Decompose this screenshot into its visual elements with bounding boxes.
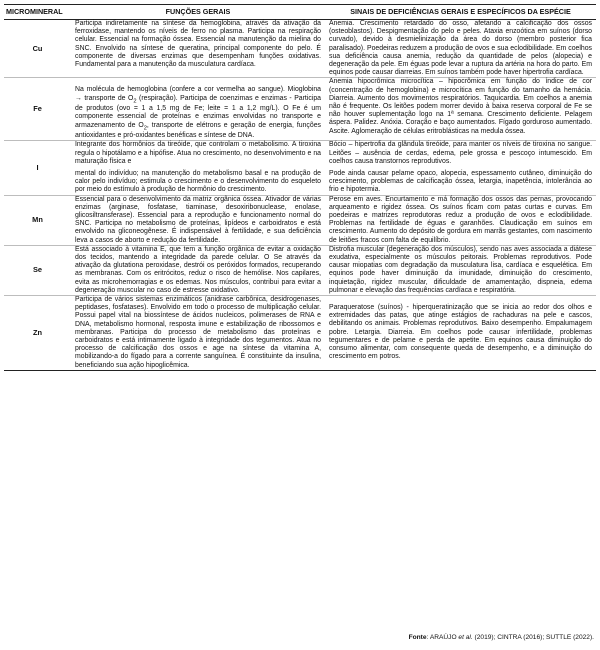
mineral-se: Se [4, 245, 71, 295]
deficiency-cu: Anemia. Crescimento retardado do osso, afetando a calcificação dos ossos (osteoblastos). Despigmentação do pelo e peles. Ataxia enzoótica em suínos (dorso curvado), devido à desmielinização da área do dorso (membro posterior fica paralisado). Poedeiras reduzem a produção de ovos e sua eclodibilidade. Em coelhos sua deficiência causa anemia, redução da quantidade de pelos (alopecia) e degeneração da pele. Em éguas pode levar a ruptura da artéria na hora do parto. Em equinos pode causar diarreias. Em suínos também pode haver hipertrofia cardíaca. [325, 20, 596, 78]
table-row-se [4, 245, 596, 295]
functions-zn: Participa de vários sistemas enzimáticos (anidrase carbônica, desidrogenases, peptidases, fosfatases). Envolvido em todo o processo de multiplicação celular. Possui papel vital na biossíntese de ácidos nucleicos, polimerases de RNA e DNA, metabolismo hormonal, resposta imune e estabilização de ribossomos e membranas. Participa do processo de metabolismo das proteínas e carboidratos e está intimamente ligado à integridade dos tegumentos. Atua no processo de calcificação dos ossos e age na síntese da vitamina A, mobilizando-a do fígado para a corrente sanguínea. É constituinte da insulina, beneficiando sua ação hipoglicêmica. [71, 296, 325, 371]
header-mineral: MICROMINERAL [4, 5, 71, 20]
functions-fe-sub-2: 2 [143, 124, 147, 131]
functions-cu: Participa indiretamente na síntese da hemoglobina, através da ativação da ferroxidase, mantendo os níveis de ferro no plasma. Participa na respiração celular. Essencial na formação óssea. Essencial na manutenção da mielina do SNC. Envolvido na síntese de queratina, principal componente do pelo. É componente de diversas enzimas que desempenham funções oxidativas. Fundamental para a manutenção da musculatura cardíaca. [71, 20, 325, 78]
deficiency-i-part-b: Pode ainda causar pelame opaco, alopecia, espessamento cutâneo, diminuição do crescimento, problemas de calcificação óssea, letargia, inapetência, intolerância ao frio e hipotermia. [329, 170, 592, 194]
mineral-mn: Mn [4, 195, 71, 245]
functions-i [71, 141, 325, 195]
source-separator: : [426, 634, 430, 641]
functions-fe-sub-1: 2 [133, 98, 137, 104]
source-citation [409, 634, 594, 641]
functions-fe-part-c: , transporte de elétrons e geração de energia, funções antioxidantes e pró-oxidantes benéficas e síntese de DNA. [75, 121, 321, 140]
functions-fe-part-b: (respiração). Participa de coenzimas e enzimas - Participa de produtos (ovo = 1 a 1,5 mg de Fe; leite = 1 a 1,2 mg/L). O Fe é um componente essencial de proteínas e enzimas envolvidas no transporte e armazenamento de O [75, 94, 322, 129]
table-row-cu [4, 20, 596, 78]
mineral-fe: Fe [4, 78, 71, 141]
header-functions: FUNÇÕES GERAIS [71, 5, 325, 20]
deficiency-zn [325, 296, 596, 371]
mineral-zn: Zn [4, 296, 71, 371]
source-etal: et al. [458, 634, 473, 641]
deficiency-i [325, 141, 596, 195]
deficiency-zn-text: Paraqueratose (suínos) - hiperqueratinização que se inicia ao redor dos olhos e extremidades das patas, que atinge estágios de rachaduras na pele e cascos, debilitando os animais. Problemas reprodutivos. Baixo desempenho. Empalumagem pobre. Letargia. Diarreia. Em coelhos pode causar infertilidade, problemas tegumentares e de pelame e perda de apetite. Em equinos causa diminuição do consumo alimentar, com consequente queda de desempenho, e a diminuição do crescimento em potros. [329, 304, 592, 361]
mineral-cu: Cu [4, 20, 71, 78]
functions-i-part-b: mental do indivíduo; na manutenção do metabolismo basal e na produção de calor pelo indivíduo; estimula o crescimento e o desenvolvimento do esqueleto por meio do estímulo à produção de hormônio do crescimento. [75, 170, 321, 194]
source-text-a: ARAÚJO [429, 634, 459, 641]
source-label: Fonte [408, 634, 427, 641]
header-deficiency: SINAIS DE DEFICIÊNCIAS GERAIS E ESPECÍFICOS DA ESPÉCIE [325, 5, 596, 20]
deficiency-se: Distrofia muscular (degeneração dos músculos), sendo nas aves associada a diátese exudativa, especialmente os músculos peitorais. Problemas reprodutivos. Pode causar miopatias com degradação da musculatura lisa, cardíaca e esquelética. Em equinos pode haver diminuição da imunidade, diminuição do crescimento, inquietação, rigidez muscular, dificuldade de amamentação, dispneia, edema pulmonar e elevação das frequências cardíaca e respiratória. [325, 245, 596, 295]
functions-fe [71, 78, 325, 141]
deficiency-mn: Perose em aves. Encurtamento e má formação dos ossos das pernas, provocando arqueamento e rigidez óssea. Os suínos ficam com patas curtas e curvas. Em poedeiras e matrizes reprodutoras reduz a produção de ovos e eclodibilidade. Problemas na fertilidade de éguas e garanhões. Claudicação em suínos em crescimento. Aumento do depósito de gordura em marrãs gestantes, com nascimento de leitões fracos com falta de equilíbrio. [325, 195, 596, 245]
table-row-mn [4, 195, 596, 245]
deficiency-fe: Anemia hipocrômica microcítica – hipocrômica em função do índice de cor (concentração de hemoglobina) e microcítica em função do tamanho da hemácia. Diarreia. Aumento dos movimentos respiratórios. Taquicardia. Em coelhos a anemia não é frequente. Os leitões podem morrer devido à baixa reserva corporal de Fe se não houver suplementação logo na 1ª semana. Crescimento deficiente. Pelagem áspera. Palidez. Anóxia. Coração e baço aumentados. Fígado gorduroso aumentado. Ascite. Aglomeração de células eritroblásticas na medula óssea. [325, 78, 596, 141]
deficiency-i-part-a: Bócio – hipertrofia da glândula tireóide, para manter os níveis de tiroxina no sangue. Leitões – ausência de cerdas, edema, pele grossa e pescoço intumescido. Em coelhos causa transtornos reprodutivos. [329, 141, 592, 165]
functions-se: Está associado à vitamina E, que tem a função orgânica de evitar a oxidação dos tecidos, mantendo a integridade da parede celular. O Se através da ativação da glutationa peroxidase, destrói os peróxidos formados, recuperando as membranas. Com os eritrócitos, reduz o risco de hemólise. Nos capilares, evita as microhemorragias e os edemas. Nos músculos, contribui para evitar a degeneração muscular no caso de estresse oxidativo. [71, 245, 325, 295]
functions-mn: Essencial para o desenvolvimento da matriz orgânica óssea. Ativador de várias enzimas (arginase, fosfatase, tiaminase, desoxiribonuclease, enolase, glicosiltransferase). Essencial para a reprodução e funcionamento normal do SNC. Participa no metabolismo de proteínas, lipídeos e carboidratos e está envolvido na gliconeogênese. É indispensável à fertilidade, e sua deficiência leva a casos de aborto e redução da fertilidade. [71, 195, 325, 245]
mineral-i: I [4, 141, 71, 195]
source-text-b: (2019); CINTRA (2016); SUTTLE (2022). [472, 634, 594, 641]
micromineral-table [4, 4, 596, 371]
table-row-zn [4, 296, 596, 371]
functions-i-part-a: Integrante dos hormônios da tireóide, que controlam o metabolismo. A tiroxina regula o hipotálamo e a hipófise. Atua no crescimento, no desenvolvimento e na maturação física e [75, 141, 321, 165]
table-row-i [4, 141, 596, 195]
functions-fe-part-a: Na molécula de hemoglobina (confere a cor vermelha ao sangue). Mioglobina → transporte de O [75, 86, 321, 102]
table-row-fe [4, 78, 596, 141]
table-header-row [4, 5, 596, 20]
